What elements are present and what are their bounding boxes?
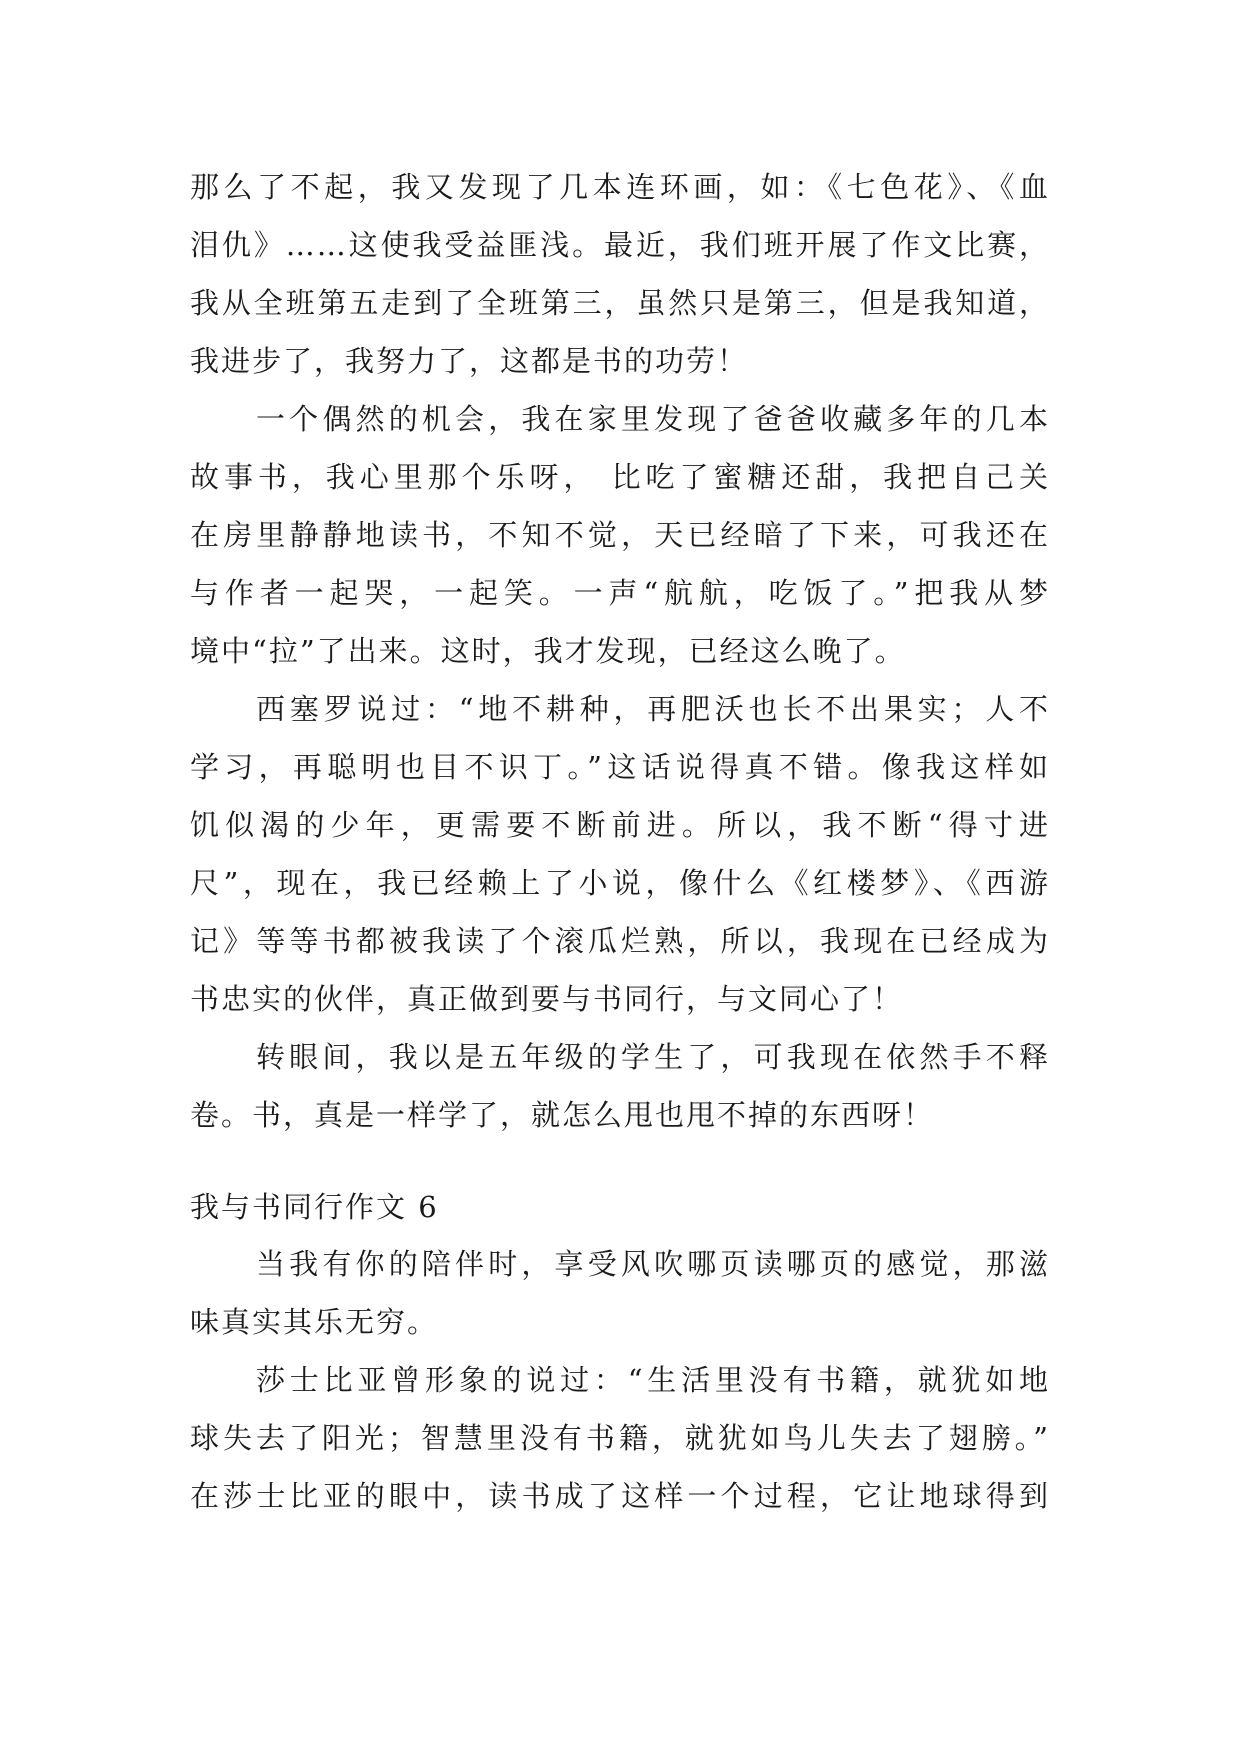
text-line: 境中“拉”了出来。这时，我才发现，已经这么晚了。: [190, 634, 906, 668]
essay-body-new: [190, 1235, 1050, 1525]
text-line: 我进步了，我努力了，这都是书的功劳！: [190, 344, 749, 378]
essay-body-continued: [190, 158, 1050, 1144]
paragraph-first-line: 莎士比亚曾形象的说过：“生活里没有书籍，就犹如地: [256, 1363, 1050, 1397]
text-line: 我从全班第五走到了全班第三，虽然只是第三，但是我知道，: [190, 286, 1050, 320]
text-line: 饥似渴的少年，更需要不断前进。所以，我不断“得寸进: [190, 808, 1050, 842]
text-line: 学习，再聪明也目不识丁。”这话说得真不错。像我这样如: [190, 750, 1050, 784]
text-line: 书忠实的伙伴，真正做到要与书同行，与文同心了！: [190, 982, 904, 1016]
text-line: 在莎士比亚的眼中，读书成了这样一个过程，它让地球得到: [190, 1479, 1050, 1513]
text-line: 味真实其乐无穷。: [190, 1305, 439, 1339]
text-line: 与作者一起哭，一起笑。一声“航航，吃饭了。”把我从梦: [190, 576, 1050, 610]
text-line: 故事书，我心里那个乐呀， 比吃了蜜糖还甜，我把自己关: [190, 460, 1050, 494]
essay-heading: 我与书同行作文 6: [190, 1190, 439, 1224]
text-line: 卷。书，真是一样学了，就怎么甩也甩不掉的东西呀！: [190, 1098, 935, 1132]
text-line: 球失去了阳光；智慧里没有书籍，就犹如鸟儿失去了翅膀。”: [190, 1421, 1050, 1455]
text-line: 在房里静静地读书，不知不觉，天已经暗了下来，可我还在: [190, 518, 1050, 552]
text-line: 尺”，现在，我已经赖上了小说，像什么《红楼梦》、《西游: [190, 866, 1050, 900]
paragraph-first-line: 当我有你的陪伴时，享受风吹哪页读哪页的感觉，那滋: [256, 1247, 1050, 1281]
text-line: 记》等等书都被我读了个滚瓜烂熟，所以，我现在已经成为: [190, 924, 1050, 958]
text-line: 那么了不起，我又发现了几本连环画，如：《七色花》、《血: [190, 170, 1050, 204]
essay-heading-block: [190, 1178, 1050, 1236]
paragraph-first-line: 转眼间，我以是五年级的学生了，可我现在依然手不释: [256, 1040, 1050, 1074]
text-line: 泪仇》……这使我受益匪浅。最近，我们班开展了作文比赛，: [190, 228, 1050, 262]
paragraph-first-line: 西塞罗说过：“地不耕种，再肥沃也长不出果实；人不: [256, 692, 1050, 726]
paragraph-first-line: 一个偶然的机会，我在家里发现了爸爸收藏多年的几本: [256, 402, 1050, 436]
